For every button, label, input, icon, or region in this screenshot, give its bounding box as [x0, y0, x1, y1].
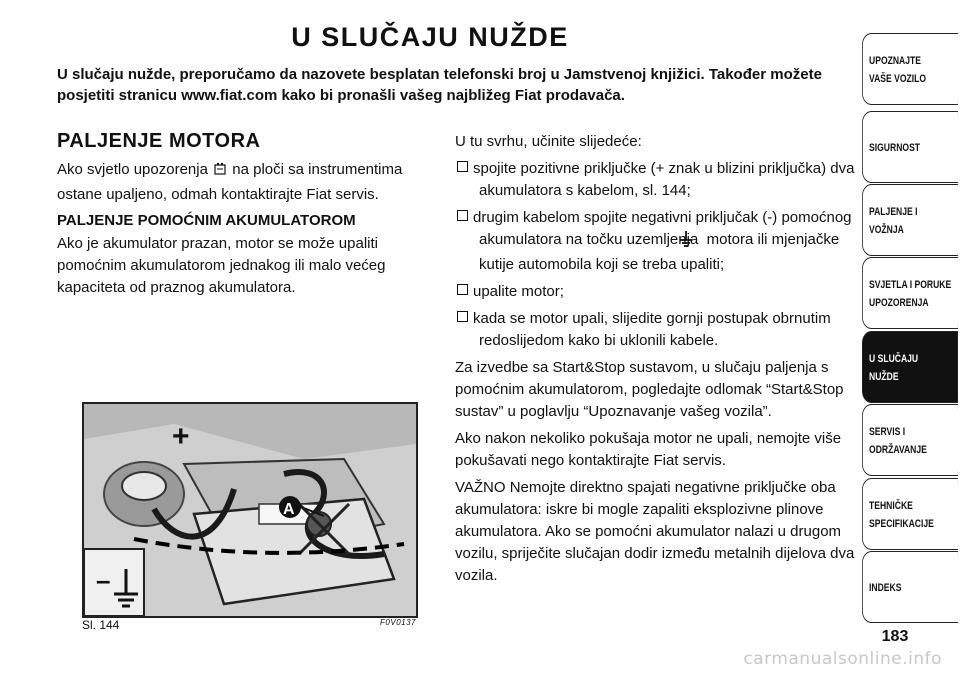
tab-paljenje-i-voznja[interactable]: PALJENJE I VOŽNJA	[862, 184, 958, 256]
checkbox-bullet-icon	[457, 311, 468, 322]
list-item: upalite motor;	[455, 281, 855, 303]
tab-upoznajte-vase-vozilo[interactable]: UPOZNAJTE VAŠE VOZILO	[862, 33, 958, 105]
tab-sigurnost[interactable]: SIGURNOST	[862, 111, 958, 183]
list-item: drugim kabelom spojite negativni priključak (-) pomoćnog akumulatora na točku uzemljenja motora ili mjenjačke kutije automobila koji se treba upaliti;	[455, 207, 855, 276]
battery-jumpstart-figure	[82, 402, 418, 618]
watermark: carmanualsonline.info	[743, 649, 942, 669]
chapter-tabs	[862, 0, 960, 677]
checkbox-bullet-icon	[457, 161, 468, 172]
list-item: kada se motor upali, slijedite gornji postupak obrnutim redoslijedom kako bi uklonili kabele.	[455, 308, 855, 352]
important-warning-paragraph: VAŽNO Nemojte direktno spajati negativne priključke oba akumulatora: iskre bi mogle zapaliti eksplozivne plinove akumulatora. Ako se pomoćni akumulator nalazi u drugom vozilu, spriječite slučajan dodir između metalnih dijelova dva vozila.	[455, 479, 855, 584]
section-heading: PALJENJE MOTORA	[57, 130, 261, 152]
minus-label: –	[96, 565, 111, 595]
figure-caption	[82, 618, 416, 632]
procedure-intro: U tu svrhu, učinite slijedeće:	[455, 133, 642, 150]
right-column	[455, 131, 855, 592]
startstop-paragraph: Za izvedbe sa Start&Stop sustavom, u slučaju paljenja s pomoćnim akumulatorom, pogledajte odlomak “Start&Stop sustav” u poglavlju “Upoznavanje vašeg vozila”.	[455, 359, 844, 420]
checkbox-bullet-icon	[457, 284, 468, 295]
tab-indeks[interactable]: INDEKS	[862, 551, 958, 623]
booster-battery-paragraph: Ako je akumulator prazan, motor se može upaliti pomoćnim akumulatorom jednakog ili malo većeg kapaciteta od praznog akumulatora.	[57, 235, 386, 296]
list-item-continuation: motora ili mjenjačke kutije automobila koji se treba upaliti;	[479, 231, 840, 273]
warning-light-paragraph	[57, 159, 437, 206]
tab-servis-i-odrzavanje[interactable]: SERVIS I ODRŽAVANJE	[862, 404, 958, 476]
tab-tehnicke-specifikacije[interactable]: TEHNIČKE SPECIFIKACIJE	[862, 478, 958, 550]
warning-light-text-after: na ploči sa instrumentima ostane upaljeno, odmah kontaktirajte Fiat servis.	[57, 161, 403, 203]
page-number: 183	[881, 628, 909, 645]
page-title: U SLUČAJU NUŽDE	[291, 22, 569, 52]
left-column	[57, 130, 437, 305]
warning-light-text-before: Ako svjetlo upozorenja	[57, 161, 208, 178]
plus-label: +	[172, 420, 190, 453]
subsection-heading: PALJENJE POMOĆNIM AKUMULATOROM	[57, 212, 356, 229]
intro-text: U slučaju nužde, preporučamo da nazovete besplatan telefonski broj u Jamstvenoj knjižici. Također možete posjetiti stranicu www.fiat.com kako bi pronašli vašeg najbližeg Fiat prodavača.	[57, 66, 822, 104]
checkbox-bullet-icon	[457, 210, 468, 221]
procedure-list	[455, 158, 855, 352]
figure-caption-label: Sl. 144	[82, 618, 120, 632]
tab-u-slucaju-nuzde[interactable]: U SLUČAJU NUŽDE	[862, 331, 958, 403]
engine-warning-icon	[212, 161, 228, 184]
list-item: spojite pozitivne priključke (+ znak u blizini priključka) dva akumulatora s kabelom, sl. 144;	[455, 158, 855, 202]
callout-a: A	[283, 501, 295, 518]
failure-paragraph: Ako nakon nekoliko pokušaja motor ne upali, nemojte više pokušavati nego kontaktirajte Fiat servis.	[455, 430, 842, 469]
figure-code: F0V0137	[380, 618, 416, 627]
battery-illustration	[84, 404, 416, 616]
tab-svjetla-i-poruke[interactable]: SVJETLA I PORUKE UPOZORENJA	[862, 257, 958, 329]
